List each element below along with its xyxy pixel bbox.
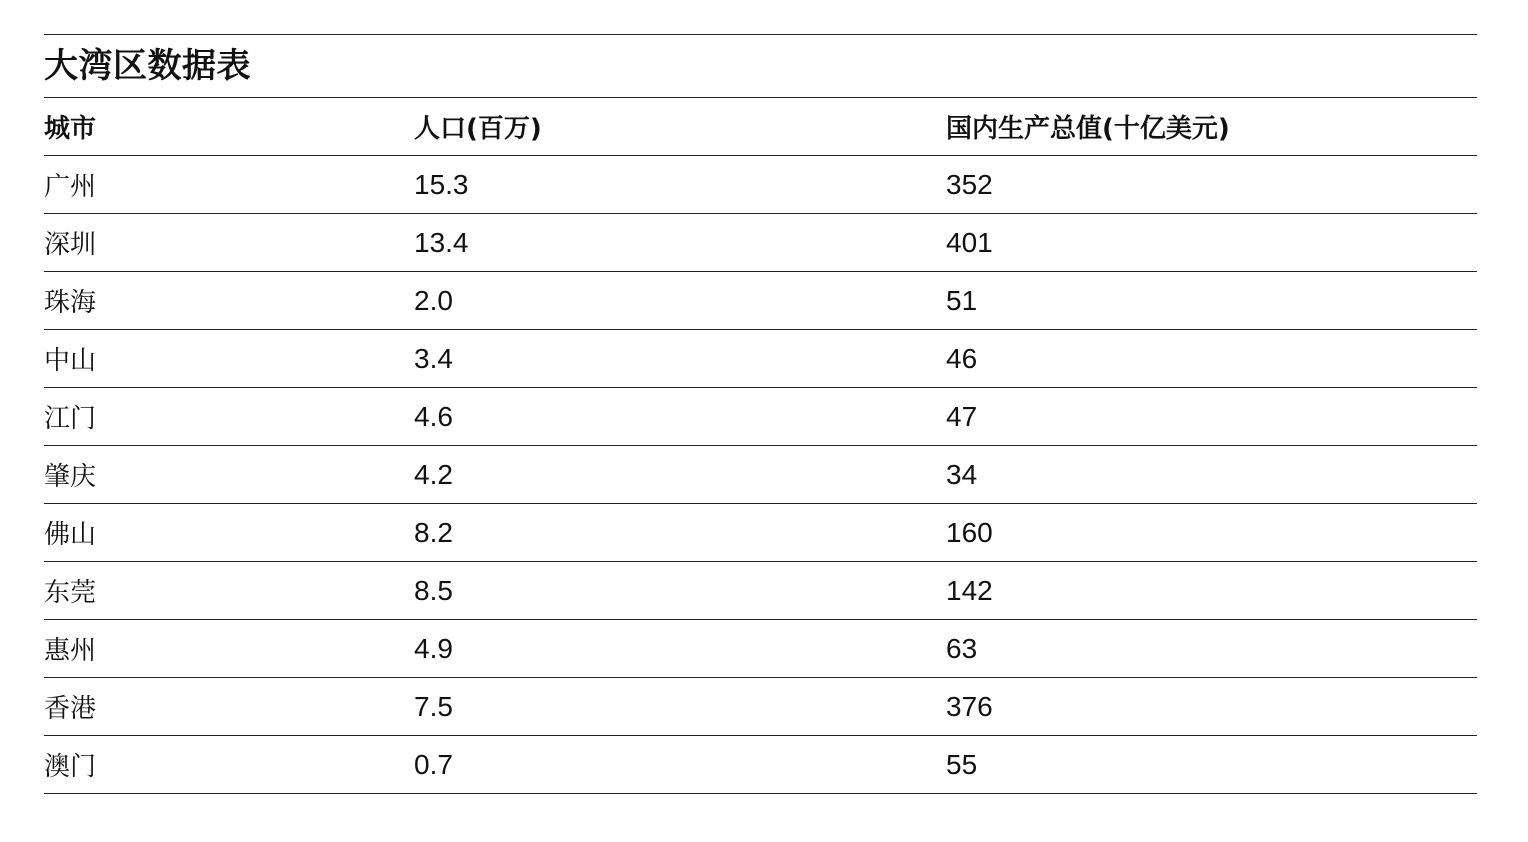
cell-gdp: 51 xyxy=(946,272,1477,330)
table-row xyxy=(44,562,1477,620)
table-row xyxy=(44,678,1477,736)
table-row xyxy=(44,272,1477,330)
table-row xyxy=(44,736,1477,794)
cell-gdp: 401 xyxy=(946,214,1477,272)
table-body xyxy=(44,156,1477,794)
table-row xyxy=(44,330,1477,388)
cell-city: 肇庆 xyxy=(44,446,414,504)
cell-city: 珠海 xyxy=(44,272,414,330)
column-header-population: 人口(百万) xyxy=(414,98,946,156)
cell-gdp: 63 xyxy=(946,620,1477,678)
cell-gdp: 352 xyxy=(946,156,1477,214)
cell-city: 深圳 xyxy=(44,214,414,272)
cell-gdp: 55 xyxy=(946,736,1477,794)
table-row xyxy=(44,504,1477,562)
cell-gdp: 160 xyxy=(946,504,1477,562)
cell-gdp: 46 xyxy=(946,330,1477,388)
cell-population: 15.3 xyxy=(414,156,946,214)
cell-population: 3.4 xyxy=(414,330,946,388)
cell-population: 0.7 xyxy=(414,736,946,794)
cell-population: 8.5 xyxy=(414,562,946,620)
cell-city: 惠州 xyxy=(44,620,414,678)
cell-population: 4.6 xyxy=(414,388,946,446)
cell-population: 8.2 xyxy=(414,504,946,562)
cell-population: 4.2 xyxy=(414,446,946,504)
cell-city: 香港 xyxy=(44,678,414,736)
cell-gdp: 47 xyxy=(946,388,1477,446)
cell-population: 2.0 xyxy=(414,272,946,330)
cell-gdp: 376 xyxy=(946,678,1477,736)
cell-population: 13.4 xyxy=(414,214,946,272)
cell-city: 广州 xyxy=(44,156,414,214)
cell-population: 7.5 xyxy=(414,678,946,736)
column-header-city: 城市 xyxy=(44,98,414,156)
table-title: 大湾区数据表 xyxy=(44,35,1477,98)
data-table xyxy=(44,98,1477,794)
cell-population: 4.9 xyxy=(414,620,946,678)
table-row xyxy=(44,620,1477,678)
cell-city: 中山 xyxy=(44,330,414,388)
column-header-gdp: 国内生产总值(十亿美元) xyxy=(946,98,1477,156)
cell-gdp: 34 xyxy=(946,446,1477,504)
cell-gdp: 142 xyxy=(946,562,1477,620)
cell-city: 澳门 xyxy=(44,736,414,794)
table-row xyxy=(44,214,1477,272)
table-row xyxy=(44,446,1477,504)
table-row xyxy=(44,388,1477,446)
data-table-container xyxy=(44,34,1477,794)
table-row xyxy=(44,156,1477,214)
cell-city: 江门 xyxy=(44,388,414,446)
header-row xyxy=(44,98,1477,156)
cell-city: 东莞 xyxy=(44,562,414,620)
cell-city: 佛山 xyxy=(44,504,414,562)
